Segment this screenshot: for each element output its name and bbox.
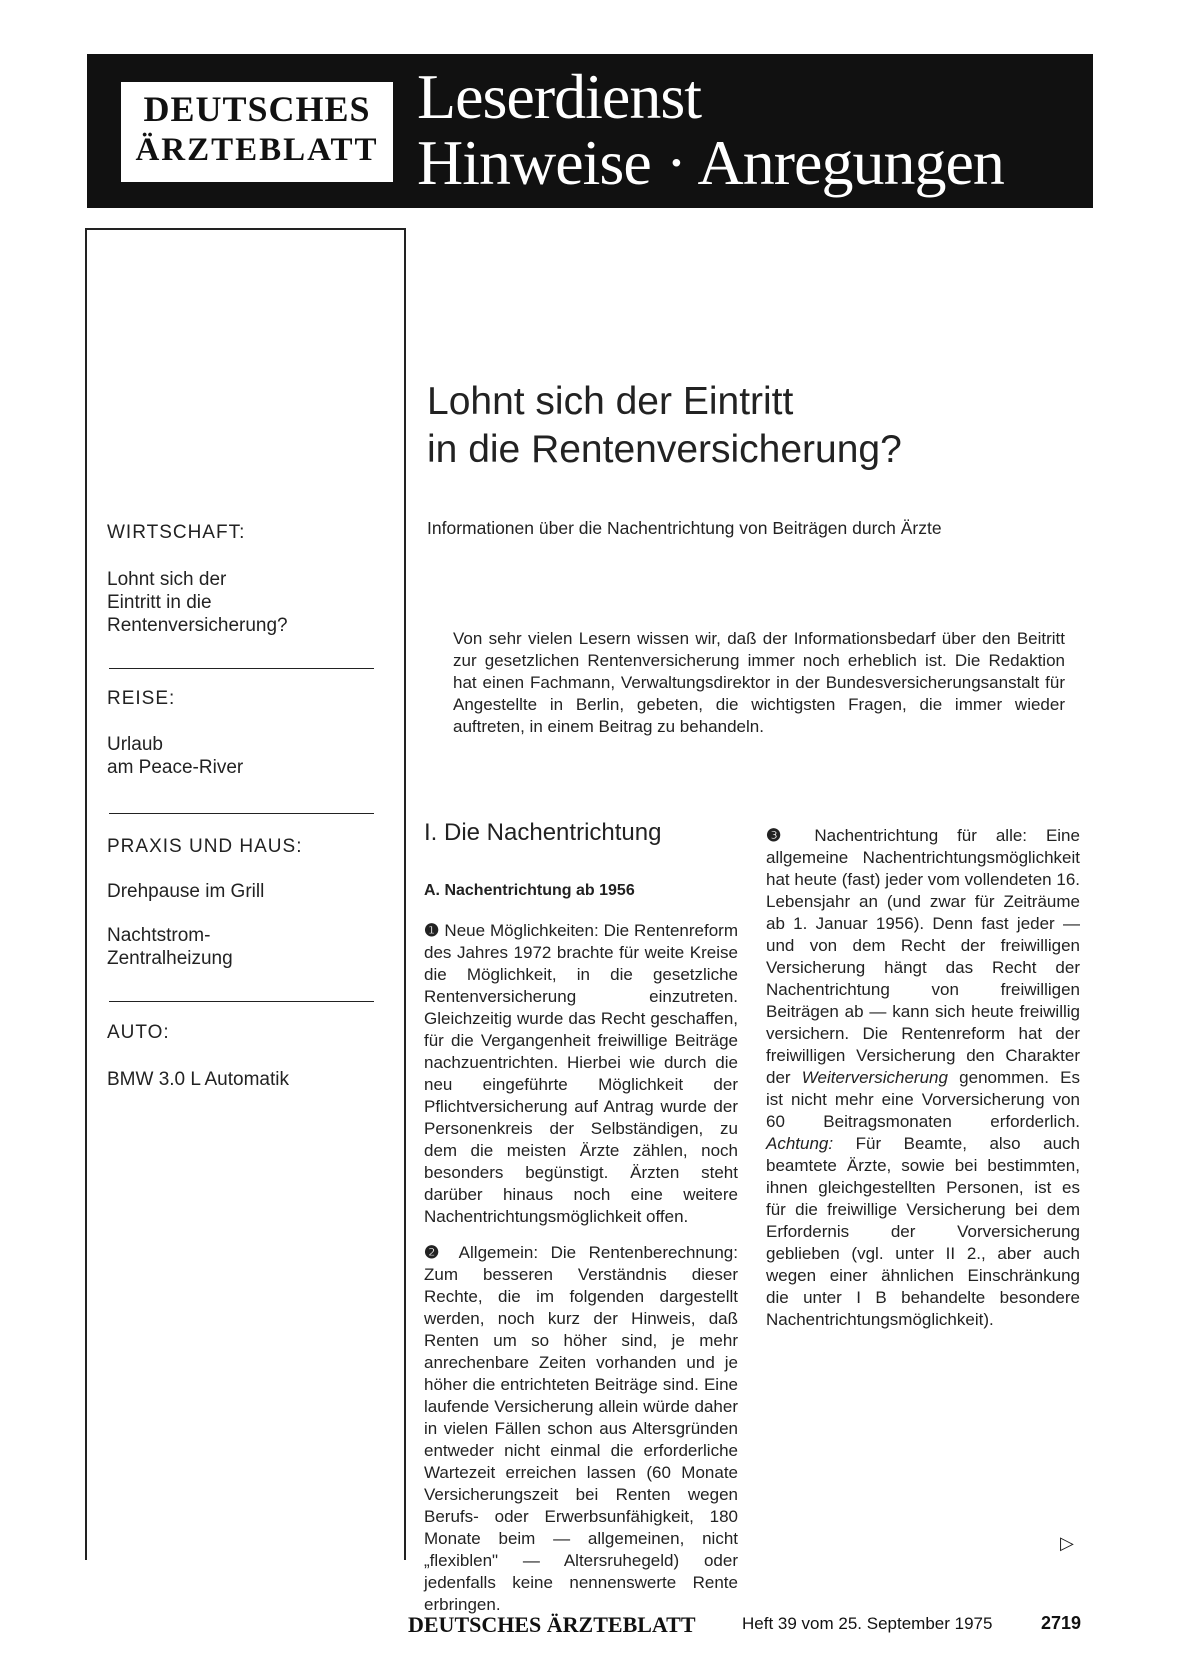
paragraph-2 <box>424 1242 738 1616</box>
number-1-icon: ❶ <box>424 921 440 940</box>
footer-issue: Heft 39 vom 25. September 1975 <box>742 1614 993 1633</box>
paragraph-1 <box>424 920 738 1228</box>
paragraph-3-text-b: genommen. Es ist nicht mehr eine Vorversicherung von 60 Beitragsmonaten erforderlich. <box>766 1068 1080 1131</box>
sidebar-item[interactable]: Lohnt sich der Eintritt in die Rentenversicherung? <box>107 569 288 636</box>
article-headline: Lohnt sich der Eintritt in die Rentenversicherung? <box>427 380 902 471</box>
section-heading: I. Die Nachentrichtung <box>424 819 662 846</box>
paragraph-3-emphasis-1: Weiterversicherung <box>801 1068 948 1087</box>
sidebar-item[interactable]: Urlaub am Peace-River <box>107 734 244 778</box>
sidebar-divider <box>109 668 374 669</box>
masthead-title-line-1: Leserdienst <box>417 61 701 132</box>
sidebar-item[interactable]: Nachtstrom- Zentralheizung <box>107 925 233 969</box>
paragraph-2-text: Allgemein: Die Rentenberechnung: Zum besseren Verständnis dieser Rechte, die im folgenden dargestellt werden, noch kurz der Hinweis, daß Renten um so höher sind, je mehr anrechenbare Zeiten vorhanden und je höher die entrichteten Beiträge sind. Eine laufende Versicherung allein würde daher in vielen Fällen schon aus Altersgründen entweder nicht einmal die erforderliche Wartezeit erreichen lassen (60 Monate Versicherungszeit bei Renten wegen Berufs- oder Erwerbsunfähigkeit, 180 Monate beim — allgemeinen, nicht „flexiblen" — Altersruhegeld) oder jedenfalls keine nennenswerte Rente erbringen. <box>424 1243 738 1614</box>
paragraph-3-emphasis-2: Achtung: <box>766 1134 834 1153</box>
article-subtitle: Informationen über die Nachentrichtung von Beiträgen durch Ärzte <box>427 518 942 538</box>
paragraph-1-text: Neue Möglichkeiten: Die Rentenreform des Jahres 1972 brachte für weite Kreise die Möglichkeit, in die gesetzliche Rentenversicherung einzutreten. Gleichzeitig wurde das Recht geschaffen, für die Vergangenheit freiwillige Beiträge nachzuentrichten. Hierbei wie durch die neu eingeführte Möglichkeit der Pflichtversicherung auf Antrag wurde der Personenkreis der Selbständigen, zu dem die meisten Ärzte zählen, noch besonders begünstigt. Ärzten steht darüber hinaus noch eine weitere Nachentrichtungsmöglichkeit offen. <box>424 921 738 1226</box>
masthead-title-line-2: Hinweise · Anregungen <box>417 127 1004 198</box>
article-column-1 <box>424 819 738 1630</box>
sidebar-divider <box>109 813 374 814</box>
sidebar-category: REISE: <box>107 688 176 709</box>
sidebar-category: AUTO: <box>107 1022 170 1043</box>
sidebar-category: PRAXIS UND HAUS: <box>107 836 303 857</box>
logo-line-2: ÄRZTEBLATT <box>135 132 379 168</box>
paragraph-3 <box>766 825 1080 1331</box>
sidebar-category: WIRTSCHAFT: <box>107 522 246 543</box>
sidebar-divider <box>109 1001 374 1002</box>
paragraph-3-text-c: Für Beamte, also auch beamtete Ärzte, sowie bei bestimmten, ihnen gleichgestellten Personen, ist es für die freiwillige Versicherung bei dem Erfordernis der Vorversicherung geblieben (vgl. unter II 2., aber auch wegen einer ähnlichen Einschränkung die unter I B behandelte besondere Nachentrichtungsmöglichkeit). <box>766 1134 1080 1329</box>
sidebar-item[interactable]: BMW 3.0 L Automatik <box>107 1069 289 1090</box>
masthead <box>87 54 1093 208</box>
logo-line-1: DEUTSCHES <box>143 89 371 129</box>
continue-arrow-icon: ▷ <box>1060 1533 1074 1553</box>
article-column-2 <box>766 825 1080 1345</box>
number-2-icon: ❷ <box>424 1243 448 1262</box>
footer-brand: DEUTSCHES ÄRZTEBLATT <box>408 1612 696 1637</box>
number-3-icon: ❸ <box>766 826 796 845</box>
sub-heading: A. Nachentrichtung ab 1956 <box>424 882 635 899</box>
article-intro: Von sehr vielen Lesern wissen wir, daß der Informationsbedarf über den Beitritt zur gesetzlichen Rentenversicherung immer noch erheblich ist. Die Redaktion hat einen Fachmann, Verwaltungsdirektor in der Bundesversicherungsanstalt für Angestellte in Berlin, gebeten, die wichtigsten Fragen, die immer wieder auftreten, in einem Beitrag zu behandeln. <box>453 629 1065 736</box>
paragraph-3-text-a: Nachentrichtung für alle: Eine allgemeine Nachentrichtungsmöglichkeit hat heute (fast) jeder vom vollendeten 16. Lebensjahr an (und zwar für Zeiträume ab 1. Januar 1956). Denn fast jeder — und von dem Recht der freiwilligen Versicherung hängt das Recht der Nachentrichtung von freiwilligen Beiträgen ab — kann sich heute freiwillig versichern. Die Rentenreform hat der freiwilligen Versicherung den Charakter der <box>766 826 1080 1087</box>
sidebar-contents <box>85 228 406 1560</box>
logo <box>121 82 393 182</box>
sidebar-item[interactable]: Drehpause im Grill <box>107 881 265 902</box>
page-number: 2719 <box>1041 1613 1082 1633</box>
